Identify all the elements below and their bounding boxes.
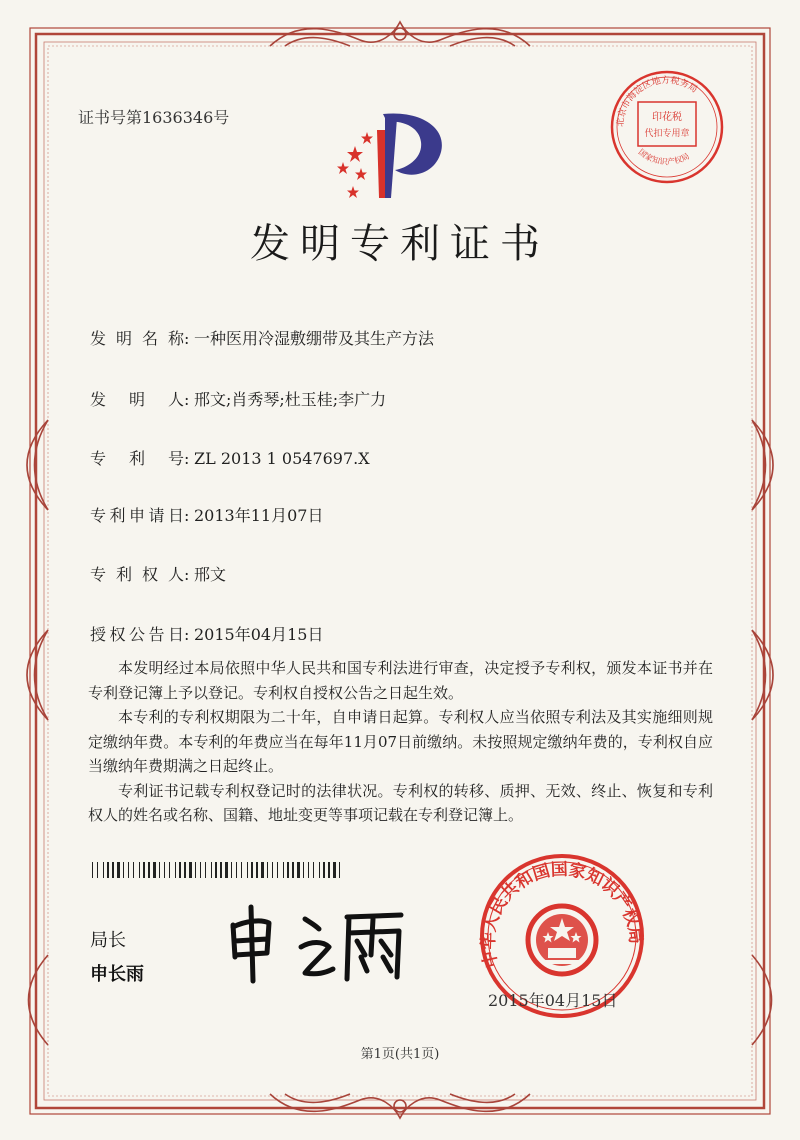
body-paragraph: 本专利的专利权期限为二十年，自申请日起算。专利权人应当依照专利法及其实施细则规定缴纳年费。本专利的年费应当在每年11月07日前缴纳。未按照规定缴纳年费的，专利权自应当缴纳年费期满之日起终止。 bbox=[88, 708, 713, 775]
body-paragraph: 专利证书记载专利权登记时的法律状况。专利权的转移、质押、无效、终止、恢复和专利权人的姓名或名称、国籍、地址变更等事项记载在专利登记簿上。 bbox=[88, 781, 713, 824]
field-label: 专利权人 bbox=[90, 565, 184, 584]
barcode bbox=[92, 862, 342, 878]
field-inventors: 发明人: 邢文;肖秀琴;杜玉桂;李广力 bbox=[90, 387, 386, 410]
seal-text: 中华人民共和国国家知识产权局 bbox=[478, 859, 646, 970]
field-patentee: 专利权人: 邢文 bbox=[90, 562, 226, 585]
field-value: 2013年11月07日 bbox=[194, 506, 324, 525]
field-value: 邢文;肖秀琴;杜玉桂;李广力 bbox=[194, 390, 387, 409]
director-signature-icon bbox=[225, 895, 410, 985]
tax-stamp-seal bbox=[608, 68, 726, 186]
seal-outer-text: 北京市海淀区地方税务局 bbox=[615, 75, 699, 128]
certificate-title: 发明专利证书 bbox=[250, 221, 550, 267]
svg-text:国家知识产权局 bbox=[637, 147, 691, 166]
field-value: 2015年04月15日 bbox=[194, 625, 324, 644]
field-label: 专利号 bbox=[90, 449, 184, 468]
field-invention-name: 发明名称: 一种医用冷湿敷绷带及其生产方法 bbox=[90, 326, 434, 349]
field-label: 专利申请日 bbox=[90, 506, 184, 525]
national-emblem-icon bbox=[528, 906, 596, 974]
field-patent-number: 专利号: ZL 2013 1 0547697.X bbox=[90, 446, 370, 469]
field-grant-date: 授权公告日: 2015年04月15日 bbox=[90, 622, 323, 645]
patent-office-logo-icon bbox=[325, 110, 450, 200]
issue-date: 2015年04月15日 bbox=[488, 991, 618, 1010]
field-label: 发明名称 bbox=[90, 329, 184, 348]
seal-bottom-text: 国家知识产权局 bbox=[636, 147, 691, 167]
field-application-date: 专利申请日: 2013年11月07日 bbox=[90, 503, 323, 526]
seal-inner-line2: 代扣专用章 bbox=[644, 129, 690, 139]
field-value: 邢文 bbox=[194, 565, 227, 584]
body-paragraph: 本发明经过本局依照中华人民共和国专利法进行审查，决定授予专利权，颁发本证书并在专利登记簿上予以登记。专利权自授权公告之日起生效。 bbox=[88, 659, 713, 702]
certificate-number: 证书号第1636346号 bbox=[78, 108, 230, 127]
field-label: 发明人 bbox=[90, 390, 184, 409]
director-title: 局长 bbox=[90, 930, 126, 951]
body-text bbox=[88, 656, 713, 828]
director-name: 申长雨 bbox=[90, 964, 144, 985]
page-footer: 第1页(共1页) bbox=[360, 1047, 440, 1062]
seal-inner-line1: 印花税 bbox=[652, 112, 682, 123]
field-value: ZL 2013 1 0547697.X bbox=[194, 449, 370, 468]
field-value: 一种医用冷湿敷绷带及其生产方法 bbox=[194, 329, 435, 348]
field-label: 授权公告日 bbox=[90, 625, 184, 644]
